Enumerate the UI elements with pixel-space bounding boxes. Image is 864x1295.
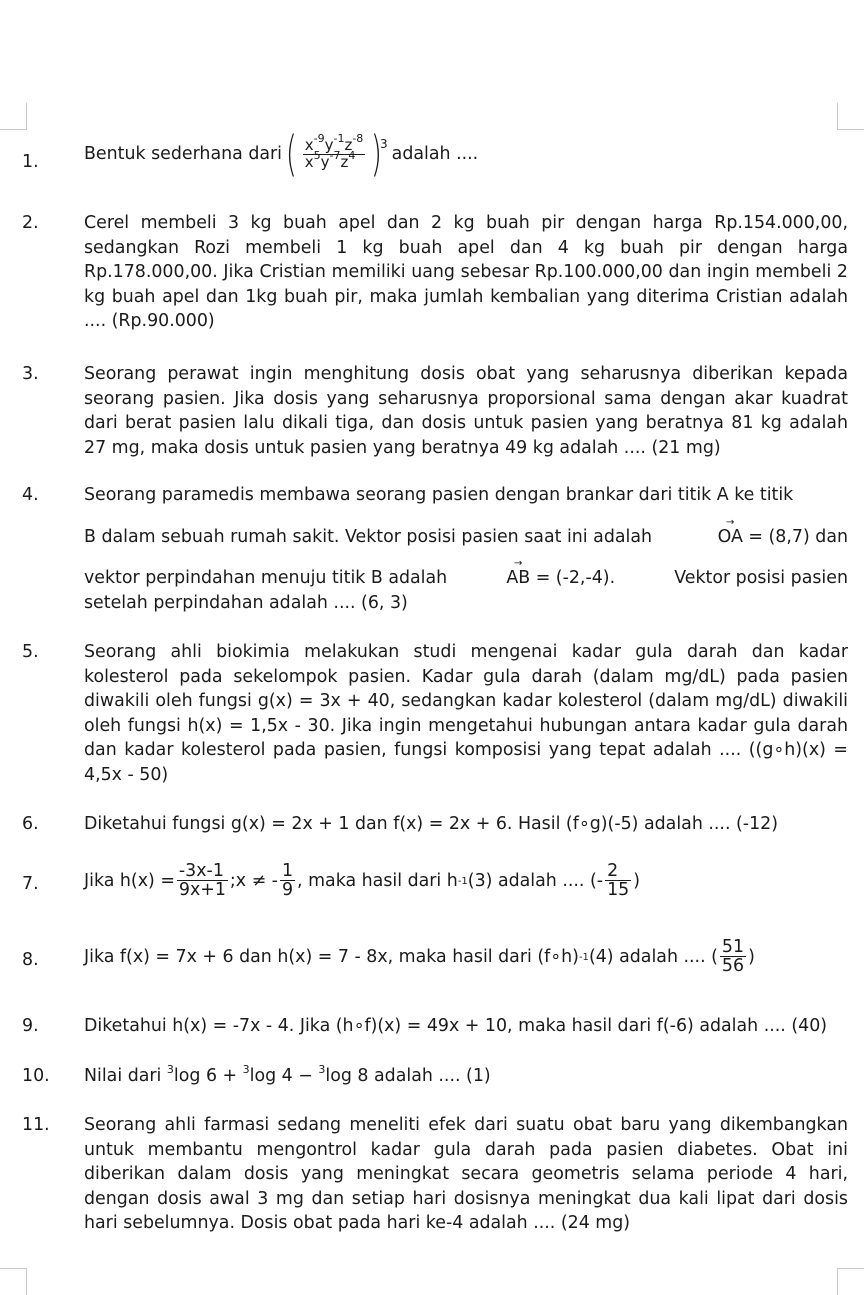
log-base: 3	[242, 1063, 250, 1076]
question-2	[22, 211, 848, 334]
fraction-h	[177, 862, 228, 900]
question-number: 6.	[22, 814, 39, 834]
question-text-end: adalah ....	[391, 143, 479, 164]
question-text: Seorang perawat ingin menghitung dosis obat yang seharusnya diberikan kepada seorang pasien. Jika dosis yang seharusnya proporsional sama dengan akar kuadrat dari berat pasien lalu dikali tiga, dan dosis untuk pasien yang beratnya 81 kg adalah 27 mg, maka dosis untuk pasien yang beratnya 49 kg adalah .... (21 mg)	[84, 364, 848, 458]
fraction-numerator: 51	[721, 937, 745, 957]
question-number: 1.	[22, 152, 39, 172]
question-number: 5.	[22, 642, 39, 662]
question-number: 8.	[22, 950, 39, 970]
fraction-denominator: 9	[281, 880, 294, 901]
question-line: Vektor posisi pasien	[674, 568, 848, 588]
vector-ab-value: = (-2,-4).	[535, 568, 616, 588]
crop-mark-top-left	[0, 103, 27, 130]
inverse-superscript: -1	[578, 952, 589, 963]
question-10	[22, 1064, 848, 1089]
question-number: 9.	[22, 1016, 39, 1036]
question-number: 2.	[22, 213, 39, 233]
crop-mark-top-right	[837, 103, 864, 130]
question-4	[22, 483, 848, 615]
vector-ab: → AB	[506, 566, 530, 591]
question-text: log 6 +	[173, 1066, 238, 1086]
power: 3	[380, 137, 388, 151]
question-text: Jika f(x) = 7x + 6 dan h(x) = 7 - 8x, maka hasil dari (f∘h)	[84, 946, 579, 967]
question-8	[22, 938, 848, 976]
question-text: Diketahui h(x) = -7x - 4. Jika (h∘f)(x) = 49x + 10, maka hasil dari f(-6) adalah .... (40)	[84, 1016, 828, 1036]
fraction-condition	[280, 862, 295, 900]
question-text: Jika h(x) =	[84, 870, 175, 891]
question-number: 4.	[22, 485, 39, 505]
log-base: 3	[318, 1063, 326, 1076]
question-9	[22, 1014, 848, 1039]
question-line: B dalam sebuah rumah sakit. Vektor posisi pasien saat ini adalah	[84, 526, 653, 547]
fraction-answer	[605, 862, 631, 900]
question-text: Cerel membeli 3 kg buah apel dan 2 kg buah pir dengan harga Rp.154.000,00, sedangkan Rozi membeli 1 kg buah apel dan 4 kg buah pir dengan harga Rp.178.000,00. Jika Cristian memiliki uang sebesar Rp.100.000,00 dan ingin membeli 2 kg buah apel dan 1kg buah pir, maka jumlah kembalian yang diterima Cristian adalah .... (Rp.90.000)	[84, 213, 848, 331]
question-text: Diketahui fungsi g(x) = 2x + 1 dan f(x) = 2x + 6. Hasil (f∘g)(-5) adalah .... (-12)	[84, 814, 778, 834]
question-text: log 8 adalah .... (1)	[325, 1066, 491, 1086]
vector-oa: → OA	[718, 525, 743, 550]
vector-oa-value: = (8,7)	[748, 526, 810, 547]
question-text: Seorang ahli biokimia melakukan studi mengenai kadar gula darah dan kadar kolesterol pada sekelompok pasien. Kadar gula darah (dalam mg/dL) pada pasien diwakili oleh fungsi g(x) = 3x + 40, sedangkan kadar kolesterol (dalam mg/dL) diwakili oleh fungsi h(x) = 1,5x - 30. Jika ingin mengetahui hubungan antara kadar gula darah dan kadar kolesterol pada pasien, fungsi komposisi yang tepat adalah .... ((g∘h)(x) = 4,5x - 50)	[84, 642, 848, 785]
question-number: 10.	[22, 1066, 50, 1086]
question-line: setelah perpindahan adalah .... (6, 3)	[84, 592, 408, 613]
question-text: )	[633, 870, 640, 891]
question-text: Bentuk sederhana dari	[84, 143, 282, 164]
fraction-denominator: 15	[607, 880, 630, 901]
fraction-denominator: $x^5y^{-7}z^4$	[304, 148, 356, 171]
inverse-superscript: -1	[457, 876, 468, 887]
fraction-numerator: 2	[605, 862, 631, 881]
fraction-numerator: $x^{-9}y^{-1}z^{-8}$	[304, 131, 364, 154]
question-line: vektor perpindahan menuju titik B adalah	[84, 568, 448, 588]
question-7	[22, 862, 848, 900]
fraction-numerator: -3x-1	[177, 862, 228, 881]
question-3	[22, 362, 848, 460]
fraction-answer	[720, 938, 746, 976]
fraction-numerator: 1	[281, 861, 294, 881]
question-text: , maka hasil dari h	[297, 870, 458, 891]
exponent-fraction	[303, 131, 366, 171]
fraction-denominator: 9x+1	[178, 880, 226, 901]
question-11	[22, 1113, 848, 1236]
question-text: log 4 −	[249, 1066, 313, 1086]
log-base: 3	[166, 1063, 174, 1076]
question-5	[22, 640, 848, 787]
paren-right: )	[371, 126, 383, 182]
question-text: (4) adalah .... (	[588, 946, 718, 967]
question-text: ;x ≠ -	[229, 870, 278, 891]
question-line: Seorang paramedis membawa seorang pasien dengan brankar dari titik A ke titik	[84, 485, 794, 505]
question-1	[22, 126, 848, 182]
question-text: (3) adalah .... (-	[467, 870, 604, 891]
question-line: dan	[815, 526, 848, 547]
question-number: 3.	[22, 364, 39, 384]
question-number: 11.	[22, 1115, 50, 1135]
question-text: Seorang ahli farmasi sedang meneliti efek dari suatu obat baru yang dikembangkan untuk membantu mengontrol kadar gula darah pada pasien diabetes. Obat ini diberikan dalam dosis yang meningkat secara geometris selama periode 4 hari, dengan dosis awal 3 mg dan setiap hari dosisnya meningkat dua kali lipat dari dosis hari sebelumnya. Dosis obat pada hari ke-4 adalah .... (24 mg)	[84, 1115, 848, 1233]
question-text: Nilai dari	[84, 1066, 162, 1086]
question-text: )	[748, 946, 755, 967]
fraction-denominator: 56	[721, 956, 745, 977]
paren-left: (	[285, 126, 297, 182]
question-6	[22, 812, 848, 837]
question-number: 7.	[22, 874, 39, 894]
